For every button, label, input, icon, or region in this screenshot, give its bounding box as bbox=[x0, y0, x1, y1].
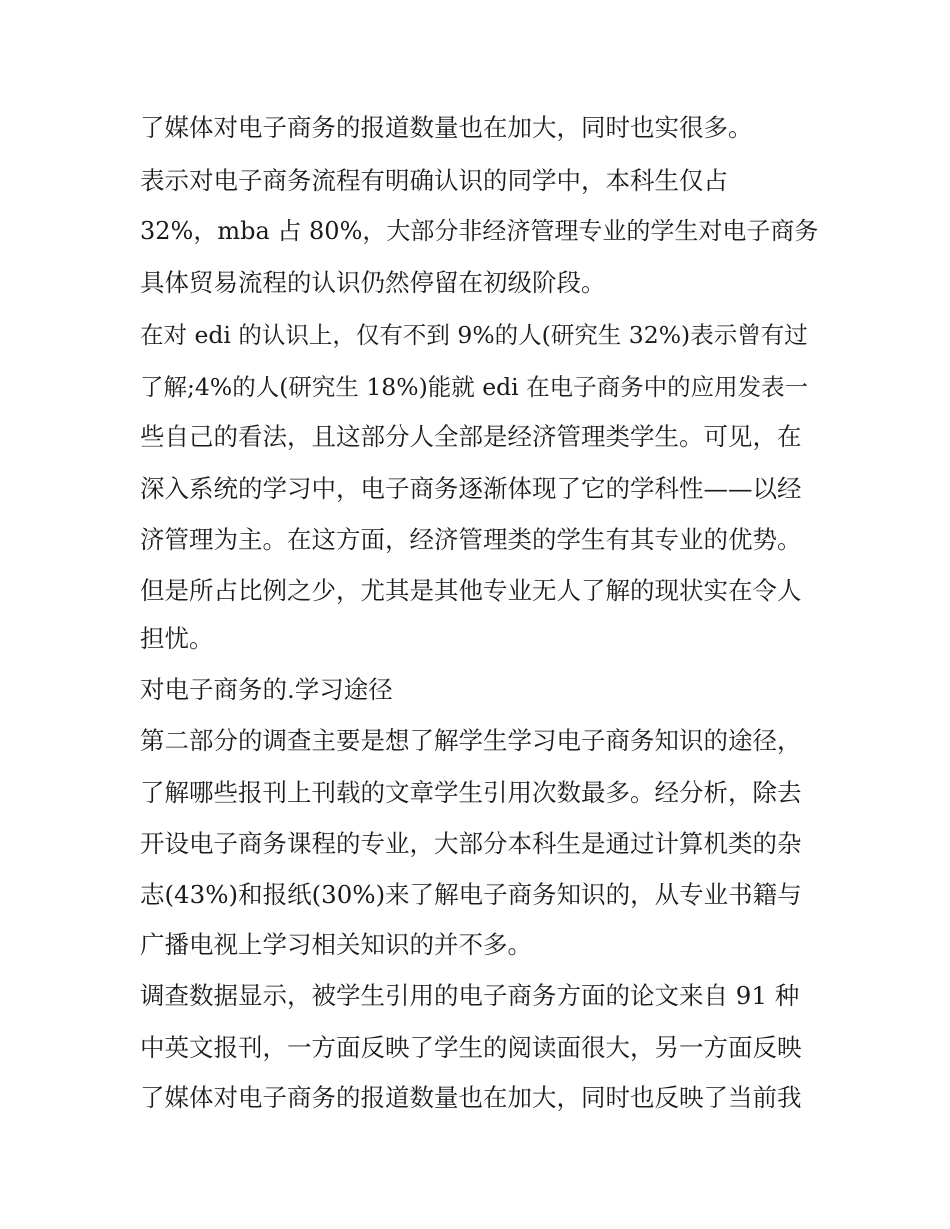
text-line: 具体贸易流程的认识仍然停留在初级阶段。 bbox=[140, 268, 606, 297]
text-line: 调查数据显示，被学生引用的电子商务方面的论文来自 91 种 bbox=[140, 981, 800, 1010]
text-line: 了媒体对电子商务的报道数量也在加大，同时也反映了当前我 bbox=[140, 1083, 802, 1112]
text-line: 广播电视上学习相关知识的并不多。 bbox=[140, 930, 532, 959]
text-line: 济管理为主。在这方面，经济管理类的学生有其专业的优势。 bbox=[140, 525, 802, 554]
text-line: 了媒体对电子商务的报道数量也在加大，同时也实很多。 bbox=[140, 113, 753, 142]
text-line: 在对 edi 的认识上，仅有不到 9%的人(研究生 32%)表示曾有过 bbox=[140, 321, 808, 349]
text-line: 32%，mba 占 80%，大部分非经济管理专业的学生对电子商务 bbox=[140, 217, 819, 245]
text-line: 但是所占比例之少，尤其是其他专业无人了解的现状实在令人 bbox=[140, 576, 802, 605]
text-line: 志(43%)和报纸(30%)来了解电子商务知识的，从专业书籍与 bbox=[140, 880, 802, 909]
text-line: 中英文报刊，一方面反映了学生的阅读面很大，另一方面反映 bbox=[140, 1033, 802, 1062]
text-line: 第二部分的调查主要是想了解学生学习电子商务知识的途径， bbox=[140, 726, 802, 755]
section-heading: 对电子商务的.学习途径 bbox=[140, 675, 393, 704]
text-line: 表示对电子商务流程有明确认识的同学中，本科生仅占 bbox=[140, 166, 728, 195]
text-line: 开设电子商务课程的专业，大部分本科生是通过计算机类的杂 bbox=[140, 829, 802, 858]
text-line: 了解哪些报刊上刊载的文章学生引用次数最多。经分析，除去 bbox=[140, 778, 802, 807]
text-line: 深入系统的学习中，电子商务逐渐体现了它的学科性——以经 bbox=[140, 474, 802, 503]
text-line: 担忧。 bbox=[140, 624, 214, 653]
text-line: 了解;4%的人(研究生 18%)能就 edi 在电子商务中的应用发表一 bbox=[140, 373, 809, 401]
text-line: 些自己的看法，且这部分人全部是经济管理类学生。可见，在 bbox=[140, 422, 802, 451]
